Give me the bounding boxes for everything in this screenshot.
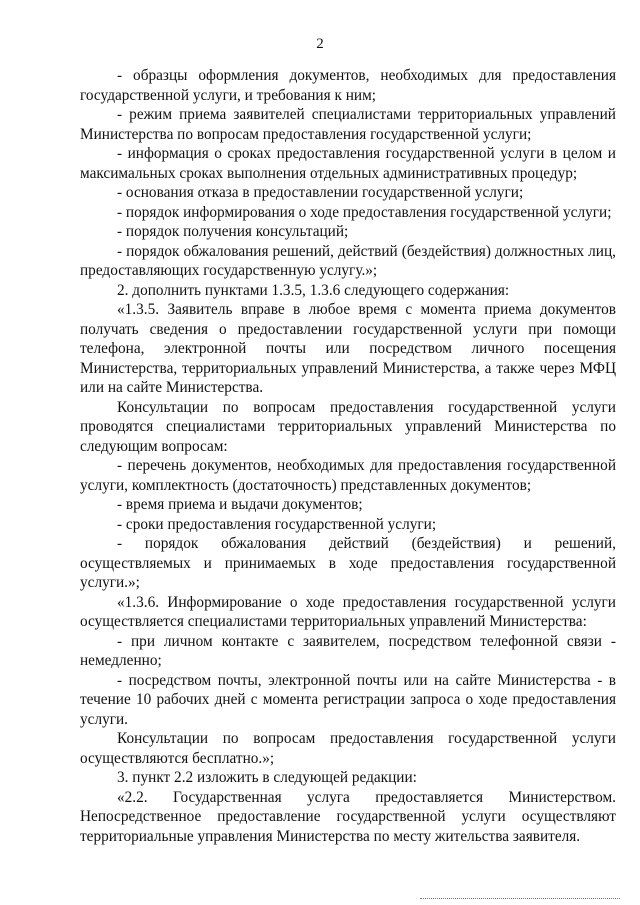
- paragraph: - перечень документов, необходимых для предоставления государственной услуги, комплектность (достаточность) представленных документов;: [80, 457, 616, 494]
- paragraph: - порядок обжалования действий (бездействия) и решений, осуществляемых и принимаемых в ходе предоставления государственной услуги.»;: [80, 535, 616, 591]
- paragraph: - сроки предоставления государственной услуги;: [117, 515, 437, 533]
- paragraph: - режим приема заявителей специалистами территориальных управлений Министерства по вопросам предоставления государственной услуги;: [80, 106, 616, 143]
- paragraph: - основания отказа в предоставлении государственной услуги;: [117, 184, 524, 201]
- paragraph: - порядок получения консультаций;: [117, 223, 349, 240]
- paragraph: Консультации по вопросам предоставления государственной услуги проводятся специалистами территориальных управлений Министерства по следующим вопросам:: [80, 398, 616, 455]
- paragraph: «1.3.5. Заявитель вправе в любое время с момента приема документов получать сведения о предоставлении государственной услуги при помощи телефона, электронной почты или посредством личного посещения Министерства, территориальных управлений Министерства, а также через МФЦ или на сайте Министерства.: [80, 301, 616, 396]
- paragraph: - порядок информирования о ходе предоставления государственной услуги;: [117, 203, 612, 221]
- page-number: 2: [316, 36, 324, 52]
- document-body: [80, 66, 616, 846]
- paragraph: - посредством почты, электронной почты или на сайте Министерства - в течение 10 рабочих дней с момента регистрации запроса о ходе предоставления услуги.: [80, 671, 616, 728]
- paragraph: 2. дополнить пунктами 1.3.5, 1.3.6 следующего содержания:: [117, 281, 510, 299]
- paragraph: «2.2. Государственная услуга предоставляется Министерством. Непосредственное предоставление государственной услуги осуществляют территориальные управления Министерства по месту жительства заявителя.: [80, 788, 616, 845]
- paragraph: 3. пункт 2.2 изложить в следующей редакции:: [117, 769, 417, 786]
- paragraph: - информация о сроках предоставления государственной услуги в целом и максимальных сроках выполнения отдельных административных процедур;: [80, 145, 616, 182]
- paragraph: - порядок обжалования решений, действий (бездействия) должностных лиц, предоставляющих государственную услугу.»;: [80, 242, 616, 279]
- scan-artifact-line: [420, 898, 620, 901]
- paragraph: «1.3.6. Информирование о ходе предоставления государственной услуги осуществляется специалистами территориальных управлений Министерства:: [80, 593, 616, 630]
- paragraph: Консультации по вопросам предоставления государственной услуги осуществляются бесплатно.»;: [80, 730, 616, 767]
- paragraph: - время приема и выдачи документов;: [117, 496, 363, 513]
- paragraph: - при личном контакте с заявителем, посредством телефонной связи - немедленно;: [80, 632, 616, 669]
- paragraph: - образцы оформления документов, необходимых для предоставления государственной услуги, и требования к ним;: [80, 67, 616, 104]
